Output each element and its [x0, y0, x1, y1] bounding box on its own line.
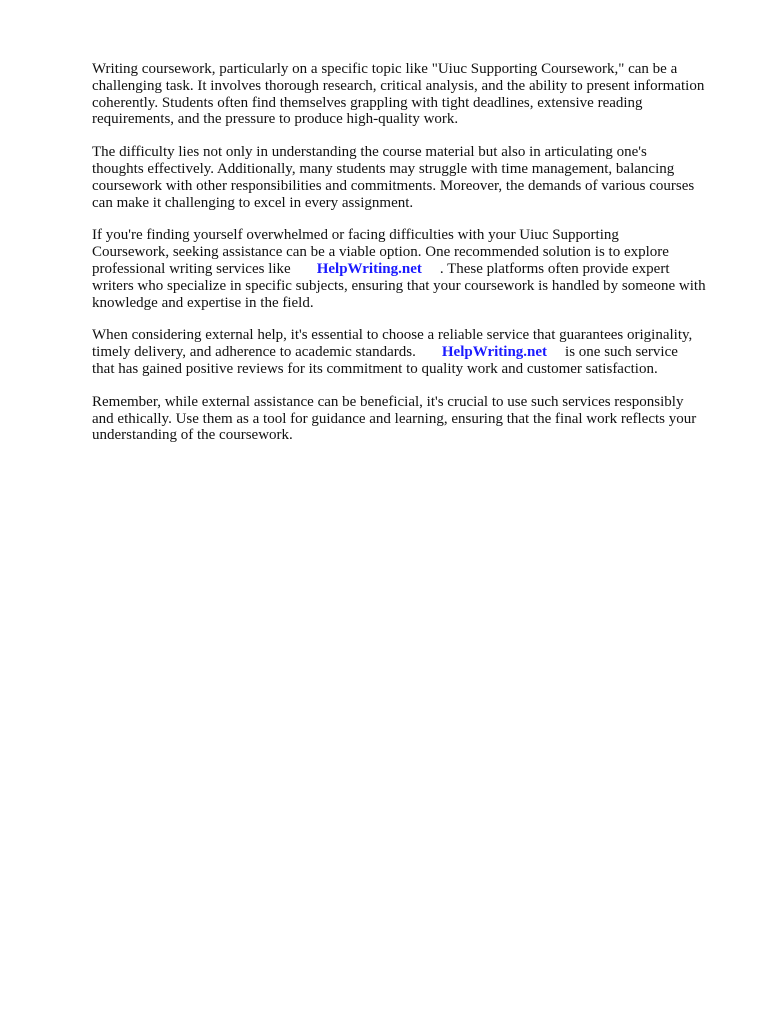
text-line: coherently. Students often find themselves grappling with tight deadlines, extensive reading [92, 94, 643, 111]
text-line: Coursework, seeking assistance can be a viable option. One recommended solution is to explore [92, 244, 669, 261]
text-line [92, 261, 728, 278]
text-line: The difficulty lies not only in understanding the course material but also in articulating one's [92, 144, 647, 161]
text-line: can make it challenging to excel in every assignment. [92, 194, 414, 211]
text-line: challenging task. It involves thorough research, critical analysis, and the ability to present information [92, 77, 705, 94]
text-line: that has gained positive reviews for its commitment to quality work and customer satisfaction. [92, 360, 658, 377]
paragraph-difficulty [92, 144, 728, 211]
text-line: and ethically. Use them as a tool for guidance and learning, ensuring that the final work reflects your [92, 410, 697, 427]
text-line: Writing coursework, particularly on a specific topic like "Uiuc Supporting Coursework," can be a [92, 61, 678, 77]
text-line: If you're finding yourself overwhelmed or facing difficulties with your Uiuc Supporting [92, 227, 619, 244]
text-line: knowledge and expertise in the field. [92, 294, 314, 311]
text-segment: is one such service [565, 344, 678, 361]
text-line: When considering external help, it's essential to choose a reliable service that guarantees originality, [92, 327, 693, 344]
text-line: writers who specialize in specific subjects, ensuring that your coursework is handled by someone with [92, 277, 706, 294]
text-segment: timely delivery, and adherence to academic standards. [92, 344, 416, 361]
text-line: thoughts effectively. Additionally, many students may struggle with time management, balancing [92, 160, 675, 177]
text-segment: professional writing services like [92, 260, 291, 277]
paragraph-external-help [92, 327, 728, 377]
text-line: coursework with other responsibilities and commitments. Moreover, the demands of various courses [92, 177, 695, 194]
paragraph-remember [92, 394, 728, 444]
text-line: requirements, and the pressure to produce high-quality work. [92, 111, 459, 128]
helpwriting-link[interactable]: HelpWriting.net [441, 344, 548, 361]
text-segment: . These platforms often provide expert [439, 260, 670, 277]
text-line [92, 344, 728, 361]
paragraph-assistance [92, 227, 728, 311]
paragraph-intro [92, 61, 728, 128]
text-line: Remember, while external assistance can be beneficial, it's crucial to use such services responsibly [92, 393, 684, 410]
helpwriting-link[interactable]: HelpWriting.net [316, 260, 422, 277]
text-line: understanding of the coursework. [92, 427, 293, 444]
